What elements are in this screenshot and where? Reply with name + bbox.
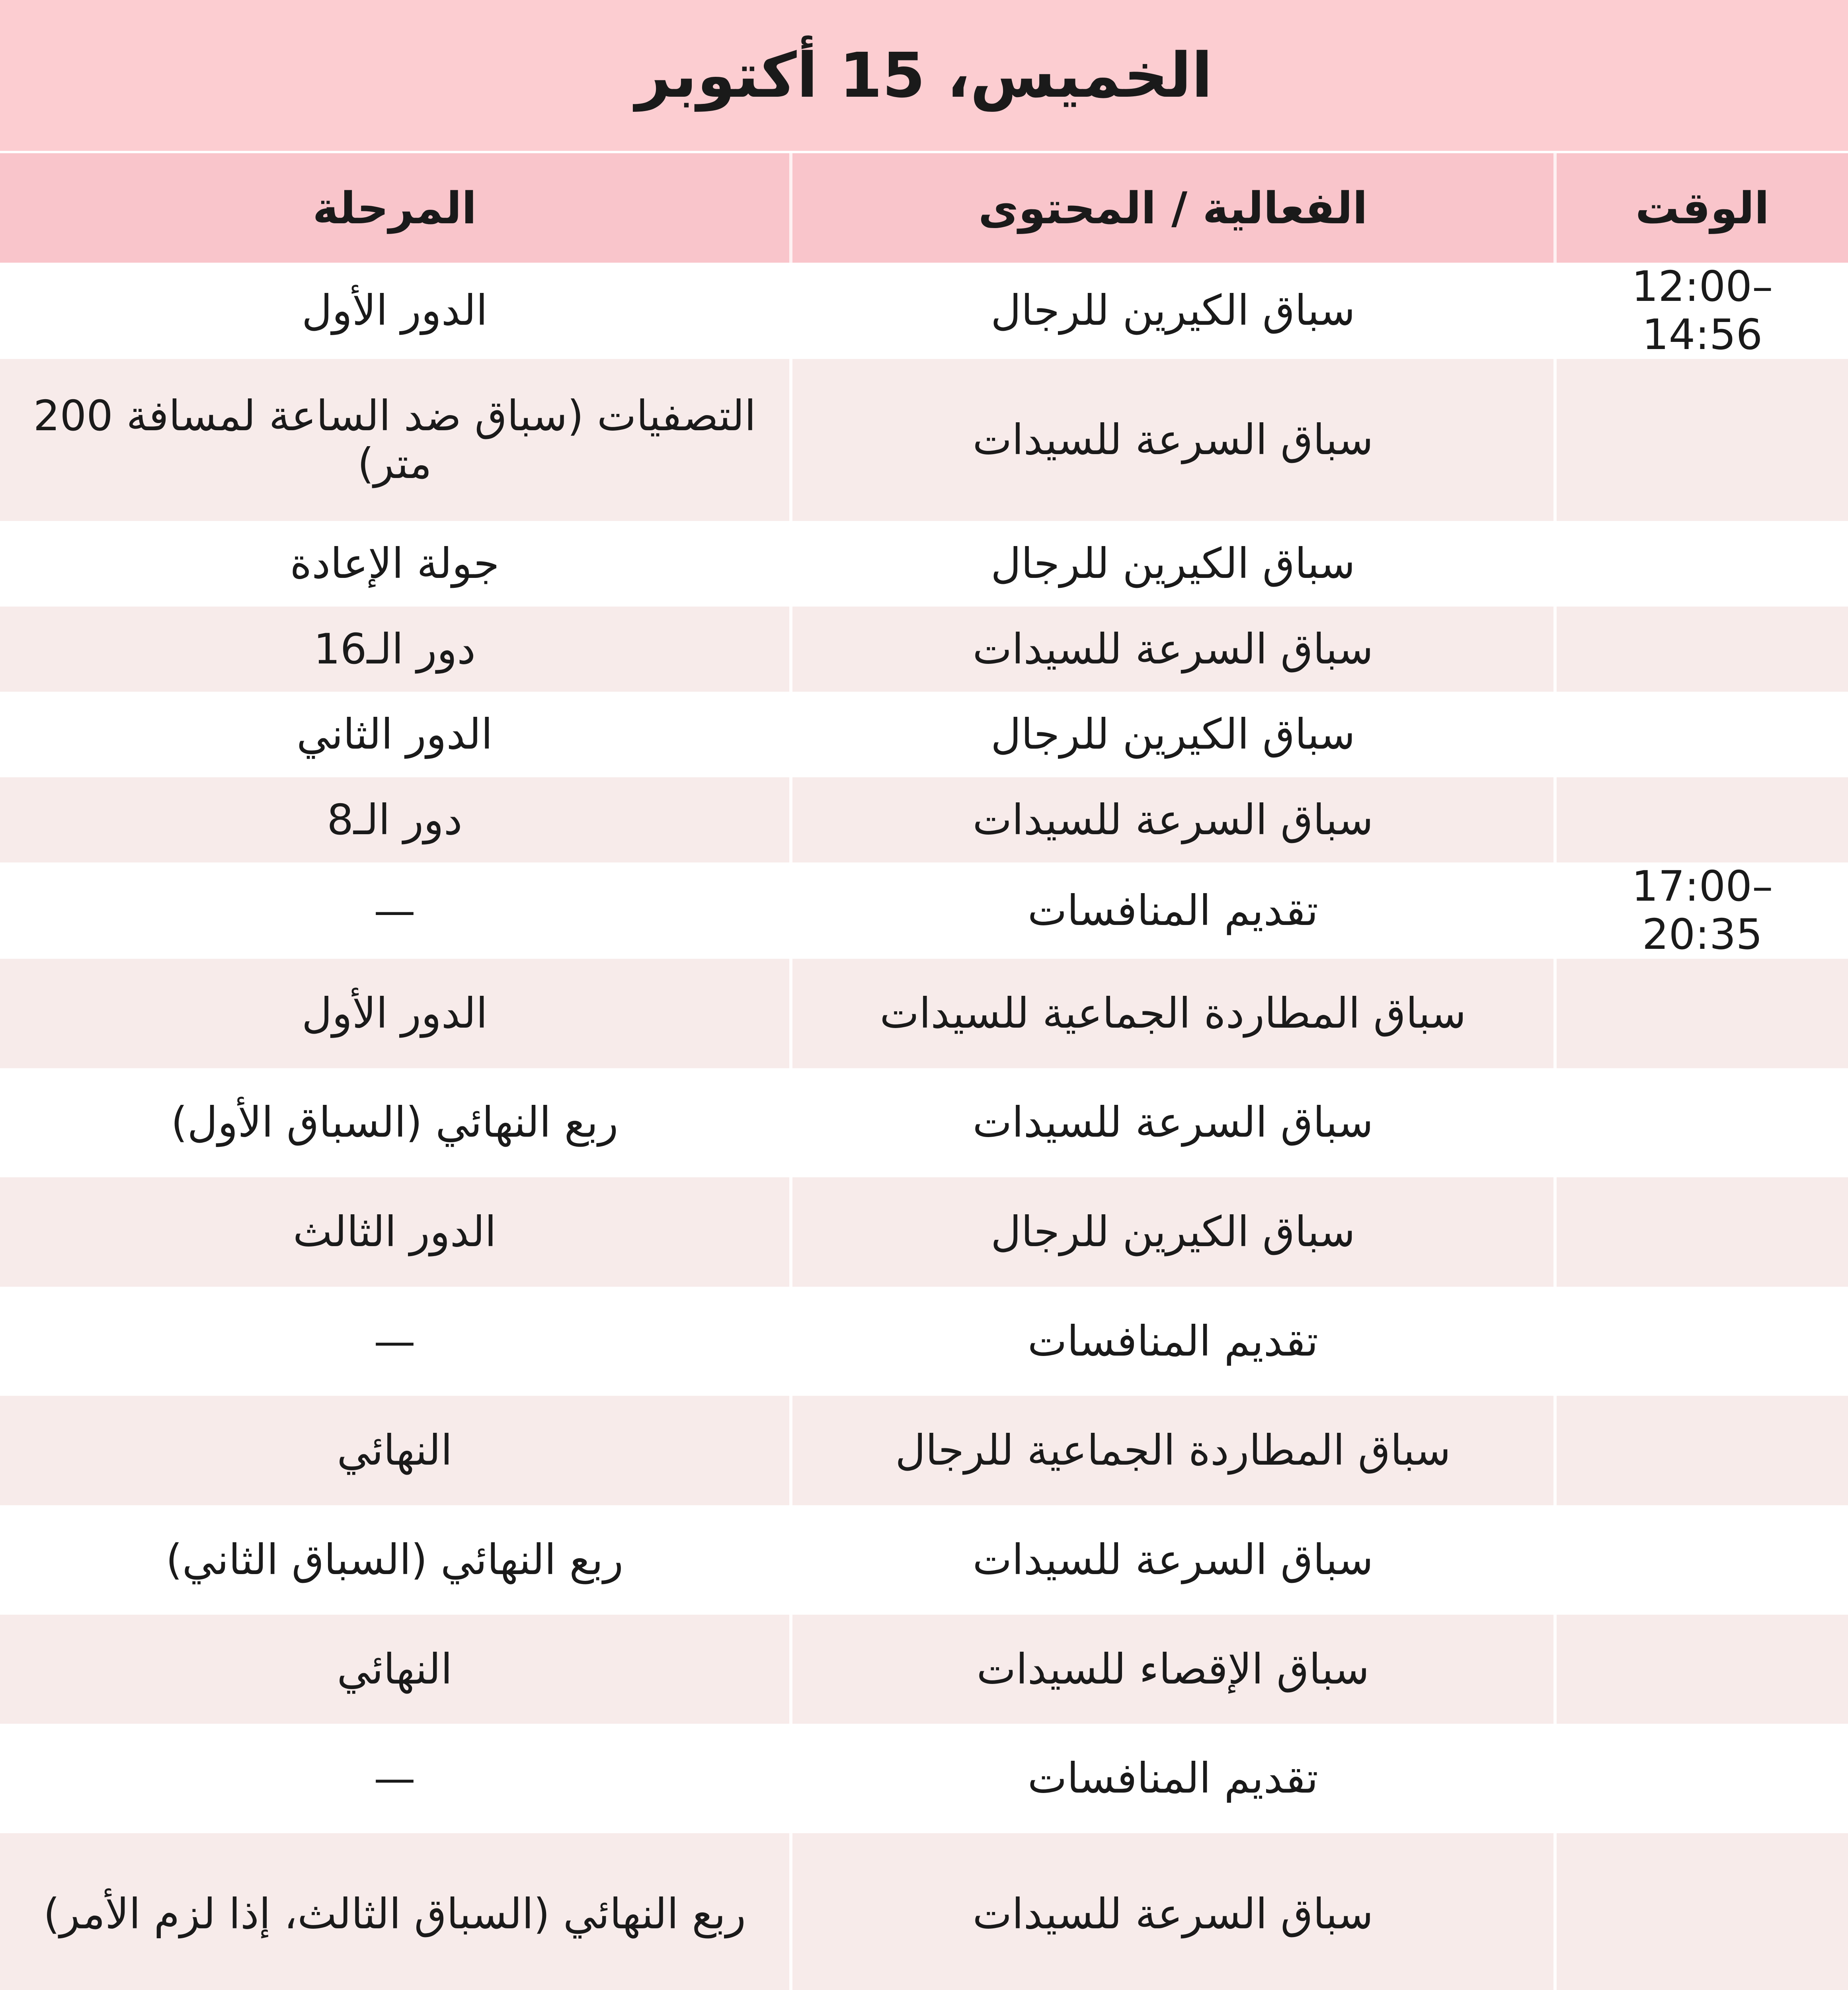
event-cell: سباق السرعة للسيدات (789, 1833, 1553, 1990)
stage-cell: — (374, 1317, 416, 1366)
table-row (0, 607, 1848, 692)
stage-cell: ربع النهائي (السباق الثالث، إذا لزم الأمر) (43, 1890, 746, 1939)
stage-cell: النهائي (337, 1645, 453, 1693)
time-cell (1553, 1505, 1848, 1615)
event-cell: تقديم المنافسات (789, 1287, 1553, 1396)
table-row (0, 862, 1848, 959)
event-cell: سباق السرعة للسيدات (789, 359, 1553, 521)
header-event: الفعالية / المحتوى (789, 153, 1553, 263)
event-cell: سباق المطاردة الجماعية للرجال (789, 1396, 1553, 1505)
stage-cell: — (374, 1754, 416, 1803)
stage-cell: جولة الإعادة (290, 539, 500, 588)
time-cell (1553, 1615, 1848, 1724)
time-cell (1553, 777, 1848, 863)
table-row (0, 1833, 1848, 1990)
time-cell: 17:00–20:35 (1553, 862, 1848, 959)
stage-cell: الدور الأول (301, 989, 488, 1038)
time-cell (1553, 1833, 1848, 1990)
stage-cell: التصفيات (سباق ضد الساعة لمسافة 200 متر) (33, 391, 756, 488)
table-row (0, 692, 1848, 777)
time-cell (1553, 1068, 1848, 1178)
table-row (0, 1615, 1848, 1724)
time-cell: 12:00–14:56 (1553, 263, 1848, 359)
event-cell: سباق السرعة للسيدات (789, 777, 1553, 863)
time-cell (1553, 521, 1848, 607)
stage-cell: الدور الأول (301, 286, 488, 335)
table-row (0, 1396, 1848, 1505)
time-cell (1553, 959, 1848, 1068)
table-header (0, 153, 1848, 263)
time-cell (1553, 1287, 1848, 1396)
event-cell: تقديم المنافسات (789, 1724, 1553, 1833)
table-body (0, 263, 1848, 1990)
stage-cell: الدور الثالث (293, 1208, 497, 1256)
table-row (0, 1724, 1848, 1833)
event-cell: سباق السرعة للسيدات (789, 607, 1553, 692)
page-title: الخميس، 15 أكتوبر (0, 0, 1848, 153)
table-row (0, 777, 1848, 863)
event-cell: سباق السرعة للسيدات (789, 1505, 1553, 1615)
stage-cell: — (374, 886, 416, 935)
stage-cell: ربع النهائي (السباق الثاني) (166, 1535, 624, 1584)
event-cell: سباق الكيرين للرجال (789, 263, 1553, 359)
header-time: الوقت (1553, 153, 1848, 263)
stage-cell: الدور الثاني (297, 710, 493, 759)
event-cell: سباق الكيرين للرجال (789, 1177, 1553, 1287)
time-cell (1553, 359, 1848, 521)
stage-cell: ربع النهائي (السباق الأول) (171, 1098, 619, 1147)
header-stage: المرحلة (312, 182, 477, 234)
table-row (0, 1068, 1848, 1178)
event-cell: سباق السرعة للسيدات (789, 1068, 1553, 1178)
time-cell (1553, 1177, 1848, 1287)
table-row (0, 1177, 1848, 1287)
stage-cell: دور الـ8 (327, 795, 462, 844)
event-cell: سباق الإقصاء للسيدات (789, 1615, 1553, 1724)
table-row (0, 959, 1848, 1068)
time-cell (1553, 692, 1848, 777)
time-cell (1553, 607, 1848, 692)
stage-cell: النهائي (337, 1426, 453, 1475)
table-row (0, 359, 1848, 521)
table-row (0, 1287, 1848, 1396)
stage-cell: دور الـ16 (313, 624, 476, 673)
time-cell (1553, 1396, 1848, 1505)
table-row (0, 521, 1848, 607)
event-cell: سباق المطاردة الجماعية للسيدات (789, 959, 1553, 1068)
event-cell: تقديم المنافسات (789, 862, 1553, 959)
table-row (0, 263, 1848, 359)
event-cell: سباق الكيرين للرجال (789, 692, 1553, 777)
time-cell (1553, 1724, 1848, 1833)
event-cell: سباق الكيرين للرجال (789, 521, 1553, 607)
table-row (0, 1505, 1848, 1615)
